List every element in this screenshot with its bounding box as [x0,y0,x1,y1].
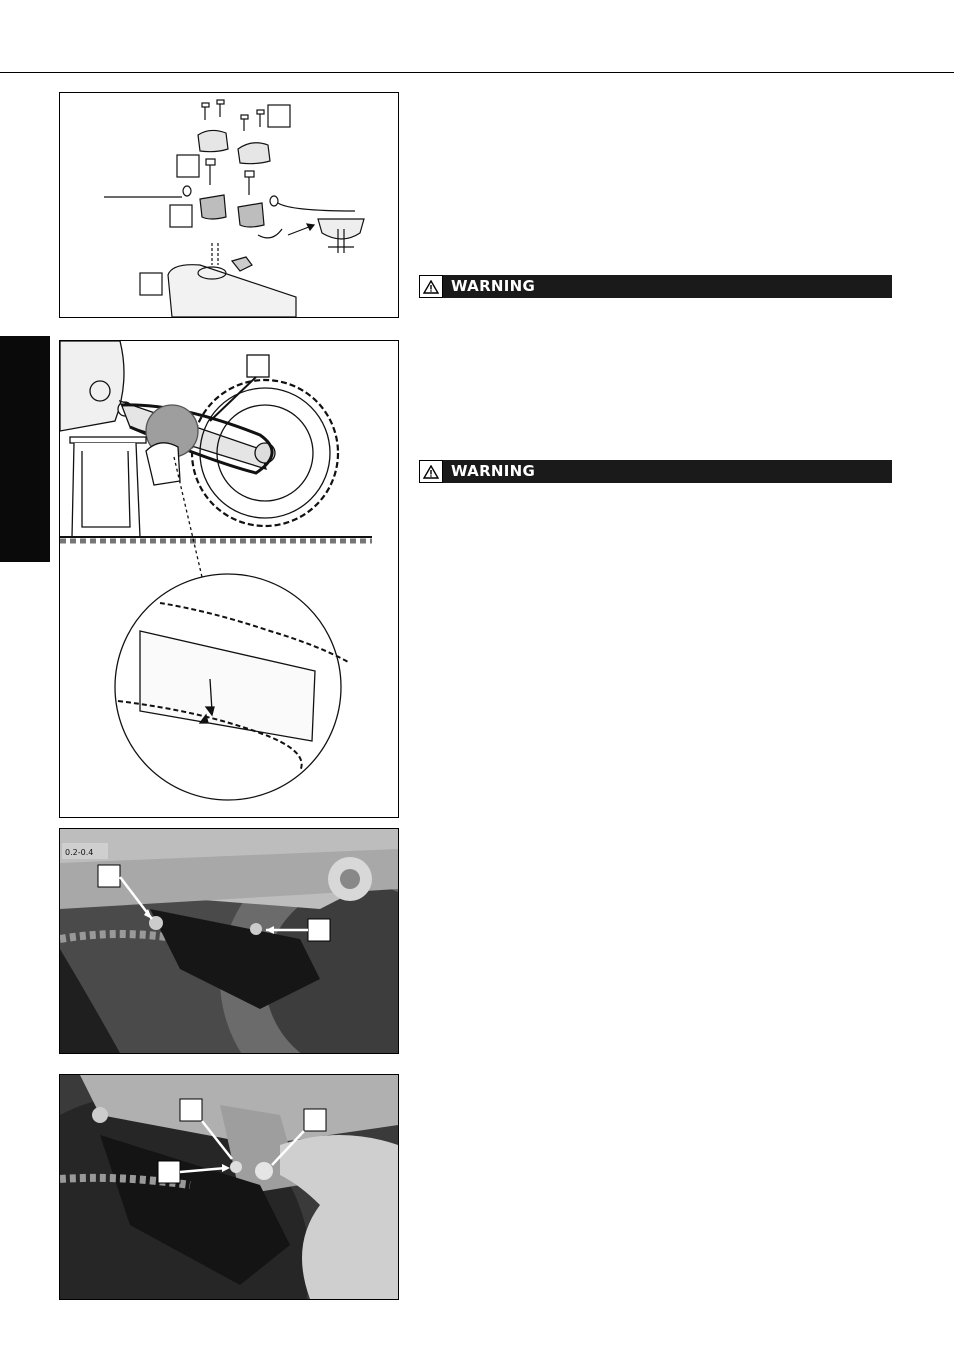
warning-triangle-icon [419,275,443,298]
section-side-tab [0,336,50,562]
warning-label: WARNING [443,275,892,298]
warning-triangle-icon [419,460,443,483]
figure-handlebar-clamp-diagram [59,92,399,318]
warning-bar [419,275,892,298]
measurement-label-text: 0.2-0.4 [65,848,94,857]
photo-chain-guide-mounting [59,1074,399,1300]
figure-chain-tension-diagram [59,340,399,818]
handlebar-clamp-drawing [60,93,398,317]
warning-bar [419,460,892,483]
chain-tension-drawing [60,341,398,817]
warning-label: WARNING [443,460,892,483]
header-rule [0,72,954,73]
chain-guide-photo-rendition [60,829,398,1053]
chain-guide-mounting-photo-rendition [60,1075,398,1299]
photo-chain-guide [59,828,399,1054]
